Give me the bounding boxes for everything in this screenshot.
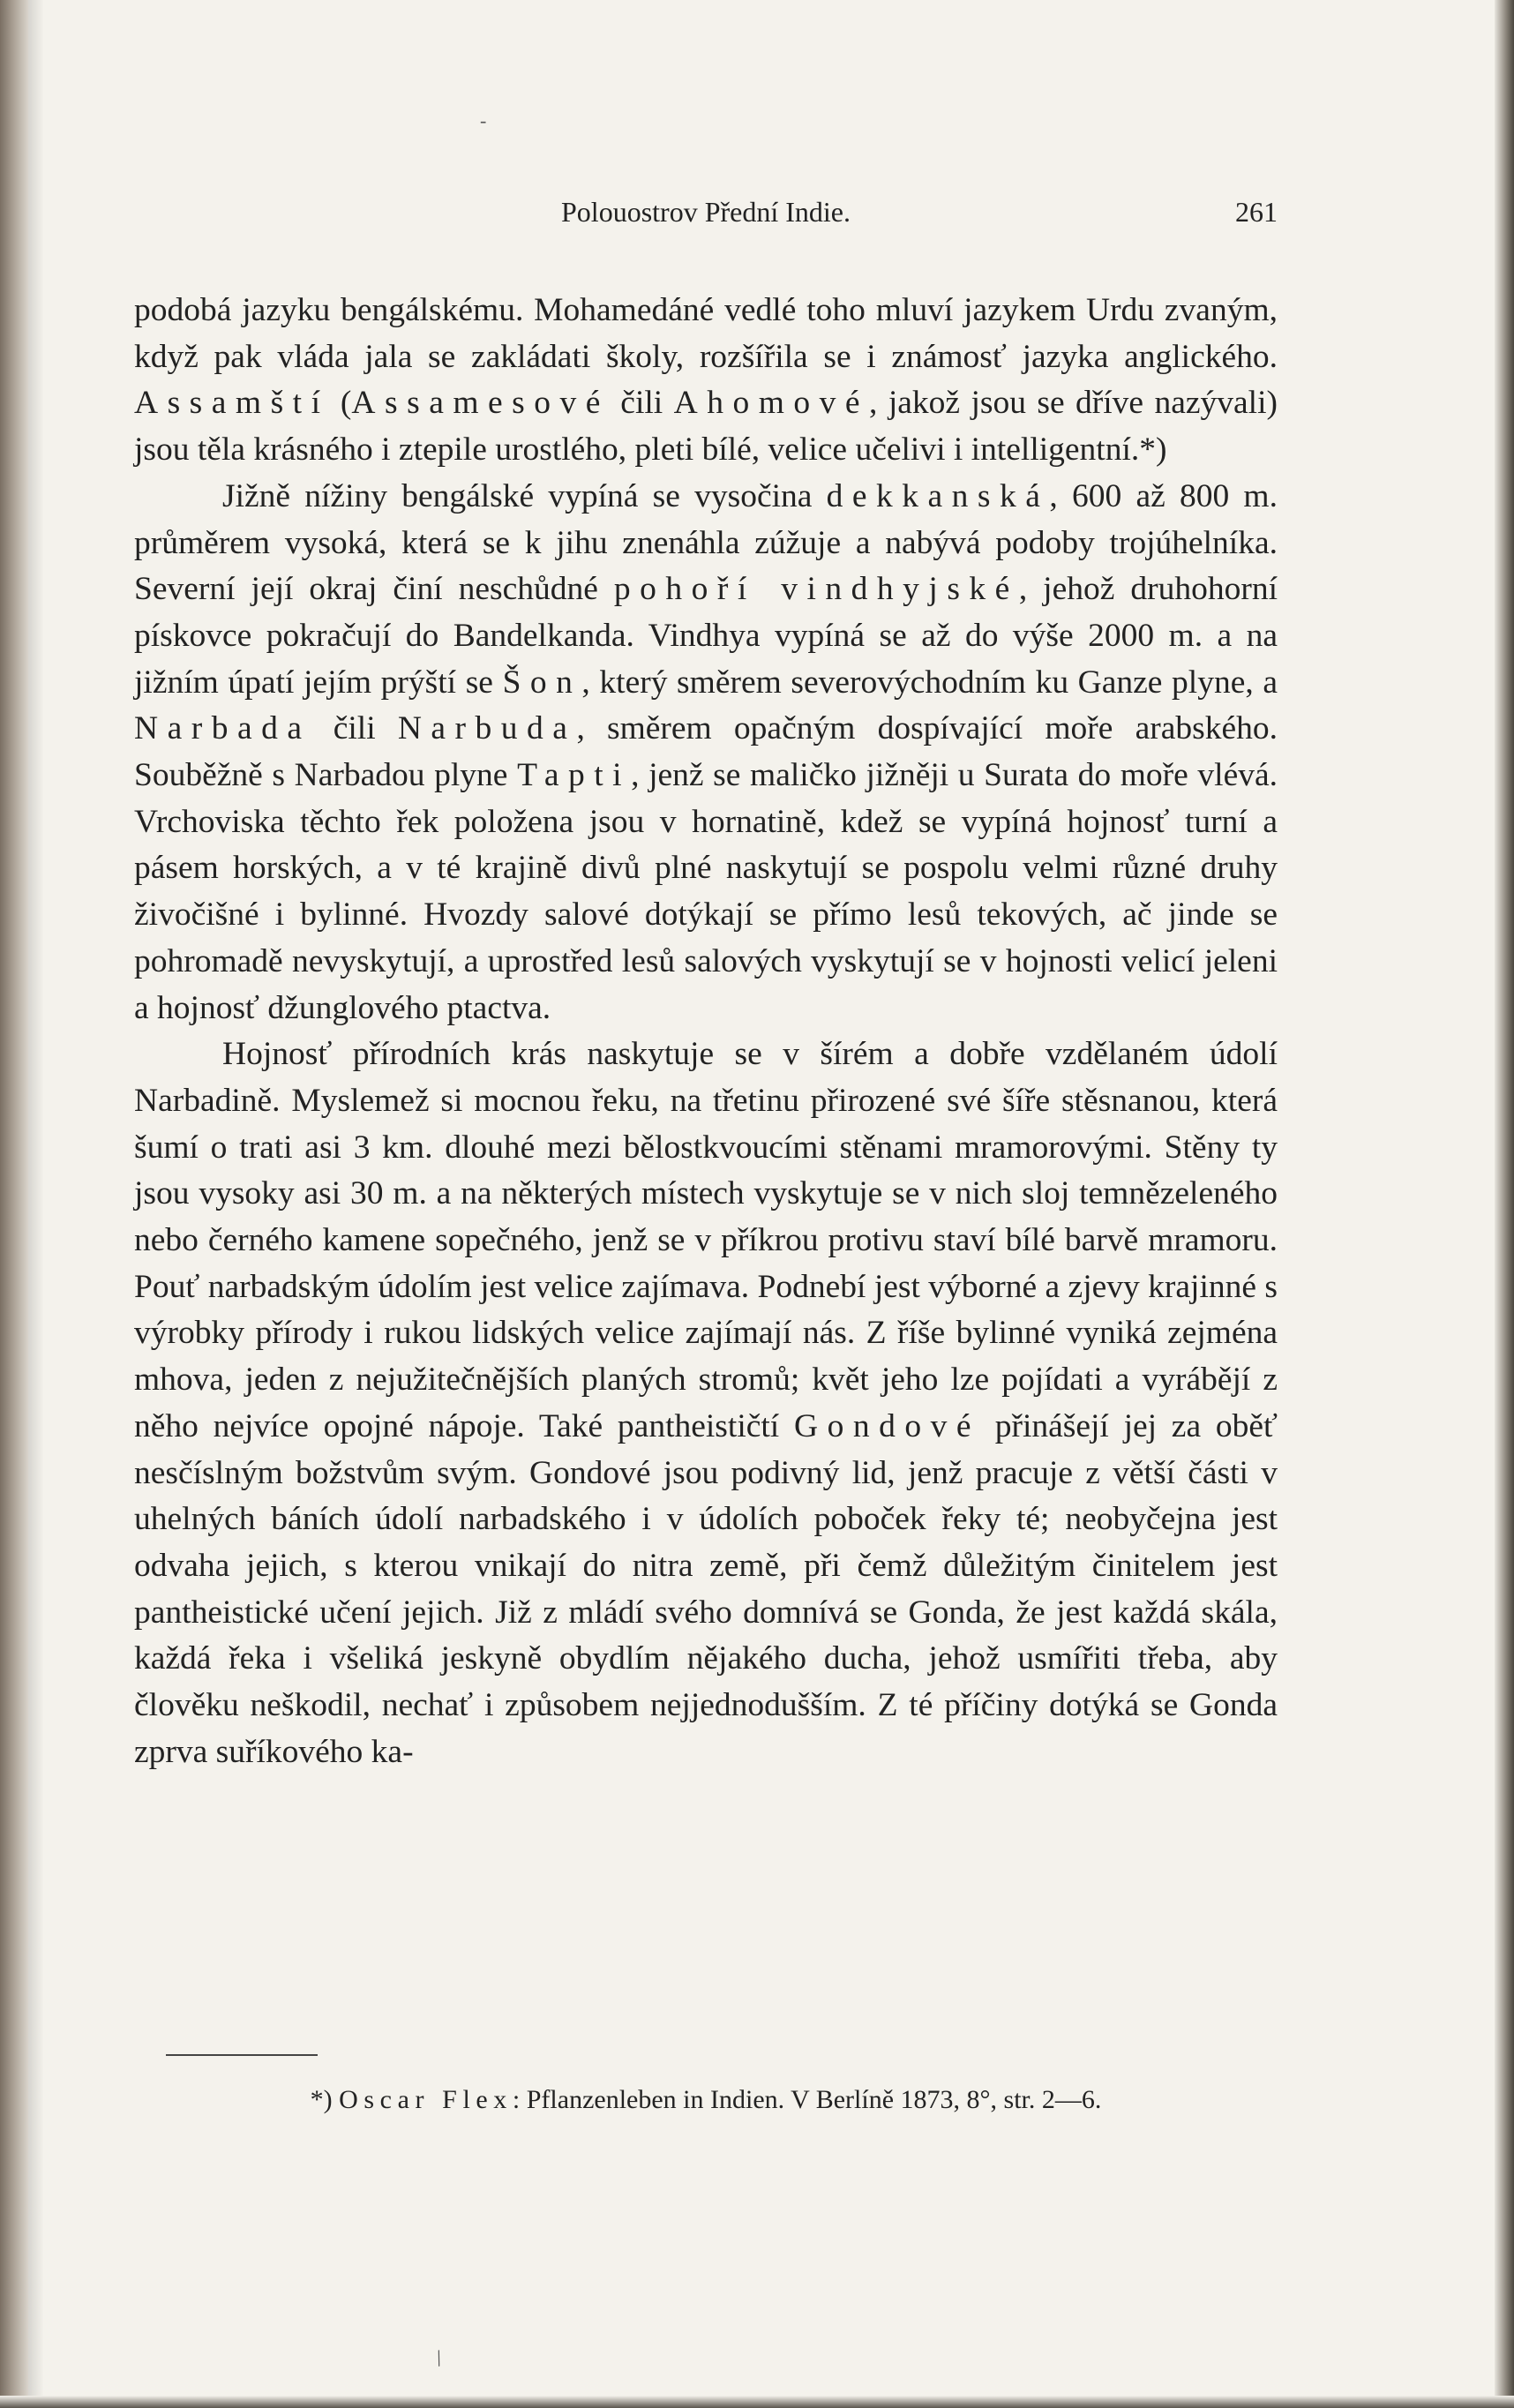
- spine-shadow: [28, 0, 44, 2408]
- emphasized-term: Gondové: [793, 1407, 980, 1444]
- emphasized-term: dekkanská: [826, 477, 1050, 514]
- page-number: 261: [1235, 196, 1278, 228]
- text-run: podobá jazyku bengálskému. Mohamedáné vedlé toho mluví jazykem Urdu zvaným, když pak vláda jala se zakládati školy, rozšířila se i známosť jazyka anglického.: [134, 292, 1278, 375]
- running-header: [134, 196, 1278, 240]
- text-run: Hojnosť přírodních krás naskytuje se v šírém a dobře vzdělaném údolí Narbadině. Myslemež si mocnou řeku, na třetinu přirozené své šíře stěsnanou, která šumí o trati asi 3 km. dlouhé mezi bělostkvoucími stěnami mramorovými. Stěny ty jsou vysoky asi 30 m. a na některých místech vyskytuje se v nich sloj temnězeleného nebo černého kamene sopečného, jenž se v příkrou protivu staví bílé barvě mramoru. Pouť narbadským údolím jest velice zajímava. Podnebí jest výborné a zjevy krajinné s výrobky přírody i rukou lidských velice zajímají nás. Z říše bylinné vyniká zejména mhova, jeden z nejužitečnějších planých stromů; květ jeho lze pojídati a vyrábějí z něho nejvíce opojné nápoje. Také pantheističtí: [134, 1036, 1278, 1444]
- emphasized-term: Narbuda: [397, 710, 577, 747]
- text-run: přinášejí jej za oběť nesčíslným božstvům svým. Gondové jsou podivný lid, jenž pracuje z větší části v uhelných báních údolí narbadského i v údolích poboček řeky té; neobyčejna jest odvaha jejich, s kterou vnikají do nitra země, při čemž důležitým činitelem jest pantheistické učení jejich. Již z mládí svého domnívá se Gonda, že jest každá skála, každá řeka i všeliká jeskyně obydlím nějakého ducha, jehož usmířiti třeba, aby člověku neškodil, nechať i způsobem nejjednodušším. Z té příčiny dotýká se Gonda zprva suříkového ka-: [134, 1407, 1278, 1770]
- page-edge-right: [1495, 0, 1514, 2408]
- emphasized-term: pohoří vindhyjské: [613, 571, 1019, 608]
- emphasized-term: Tapti: [517, 757, 632, 794]
- footnote-rule: [166, 2054, 318, 2056]
- book-spine: [0, 0, 28, 2408]
- text-run: , jenž se maličko jižněji u Surata do moře vlévá. Vrchoviska těchto řek položena jsou v hornatině, kdež se vypíná hojnosť turní a pásem horských, a v té krajině divů plné naskytují se pospolu velmi různé druhy živočišné i bylinné. Hvozdy salové dotýkají se přímo lesů tekových, ač jinde se pohromadě nevyskytují, a uprostřed lesů salových vyskytují se v hojnosti velicí jeleni a hojnosť džunglového ptactva.: [134, 757, 1278, 1026]
- paragraph: [134, 288, 1278, 474]
- footnote-marker: *): [310, 2085, 340, 2114]
- page-edge-bottom: [0, 2396, 1514, 2408]
- text-run: (: [329, 385, 352, 422]
- paragraph: [134, 1031, 1278, 1775]
- stray-mark-top: -: [480, 109, 487, 131]
- footnote: [134, 2081, 1278, 2119]
- emphasized-term: Assamští: [134, 385, 330, 422]
- paragraph: [134, 474, 1278, 1031]
- text-run: , směrem opačným dospívající moře arabského. Souběžně s Narbadou plyne: [134, 710, 1278, 794]
- footnote-citation: : Pflanzenleben in Indien. V Berlíně 1873, 8°, str. 2—6.: [512, 2085, 1102, 2114]
- text-run: čili: [609, 385, 674, 422]
- text-run: Jižně nížiny bengálské vypíná se vysočina: [222, 477, 827, 514]
- text-run: , který směrem severovýchodním ku Ganze plyne, a: [581, 664, 1278, 701]
- text-run: čili: [311, 710, 398, 747]
- emphasized-term: Šon: [502, 664, 582, 701]
- emphasized-term: Assamesové: [351, 385, 610, 422]
- text-run: , jakož jsou se dříve nazývali) jsou těla krásného i ztepile urostlého, pleti bílé, velice učelivi i intelligentní.*): [134, 385, 1278, 469]
- body-text: [134, 288, 1278, 1776]
- text-run: , jehož druhohorní pískovce pokračují do Bandelkanda. Vindhya vypíná se až do výše 2000 m. a na jižním úpatí jejím prýští se: [134, 571, 1278, 701]
- running-title: Polouostrov Přední Indie.: [561, 196, 851, 228]
- emphasized-term: Ahomové: [673, 385, 870, 422]
- text-run: , 600 až 800 m. průměrem vysoká, která se k jihu znenáhla zúžuje a nabývá podoby trojúhelníka. Severní její okraj činí neschůdné: [134, 477, 1278, 608]
- footnote-author: Oscar Flex: [339, 2085, 513, 2114]
- emphasized-term: Narbada: [134, 710, 311, 747]
- stray-mark-bottom: /: [431, 2344, 446, 2372]
